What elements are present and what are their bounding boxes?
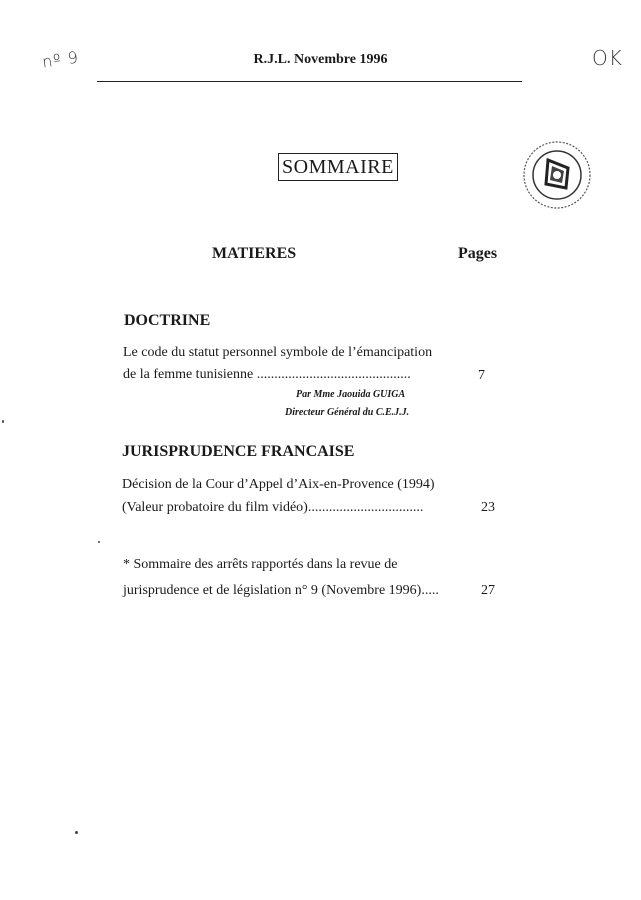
summary-note-line: jurisprudence et de législation n° 9 (Novembre 1996)..... bbox=[123, 583, 439, 598]
toc-entry-line: de la femme tunisienne ............................................ bbox=[123, 367, 411, 382]
summary-note-line: * Sommaire des arrêts rapportés dans la revue de bbox=[123, 557, 398, 572]
handwritten-note-left: nº 9 bbox=[40, 47, 81, 72]
page-number: 7 bbox=[478, 368, 485, 383]
pages-column-header: Pages bbox=[458, 245, 498, 262]
page-number: 27 bbox=[481, 583, 495, 598]
section-title-doctrine: DOCTRINE bbox=[124, 312, 211, 329]
toc-entry-line: Le code du statut personnel symbole de l’émancipation bbox=[123, 345, 433, 360]
author-title: Directeur Général du C.E.J.J. bbox=[285, 407, 410, 418]
scan-speck bbox=[98, 541, 100, 543]
header-rule bbox=[97, 81, 522, 82]
scan-speck bbox=[75, 831, 78, 834]
toc-entry-line: Décision de la Cour d’Appel d’Aix-en-Provence (1994) bbox=[122, 477, 435, 492]
page-number: 23 bbox=[481, 500, 495, 515]
library-stamp-icon bbox=[520, 138, 595, 213]
handwritten-note-right: OK bbox=[592, 46, 623, 70]
toc-entry-line: (Valeur probatoire du film vidéo)................................. bbox=[122, 500, 424, 515]
page-title: SOMMAIRE bbox=[278, 153, 398, 181]
scan-speck bbox=[2, 420, 4, 423]
section-title-jurisprudence: JURISPRUDENCE FRANCAISE bbox=[122, 443, 355, 460]
matieres-column-header: MATIERES bbox=[212, 245, 297, 262]
journal-header: R.J.L. Novembre 1996 bbox=[253, 52, 388, 67]
author-name: Par Mme Jaouida GUIGA bbox=[296, 389, 406, 400]
